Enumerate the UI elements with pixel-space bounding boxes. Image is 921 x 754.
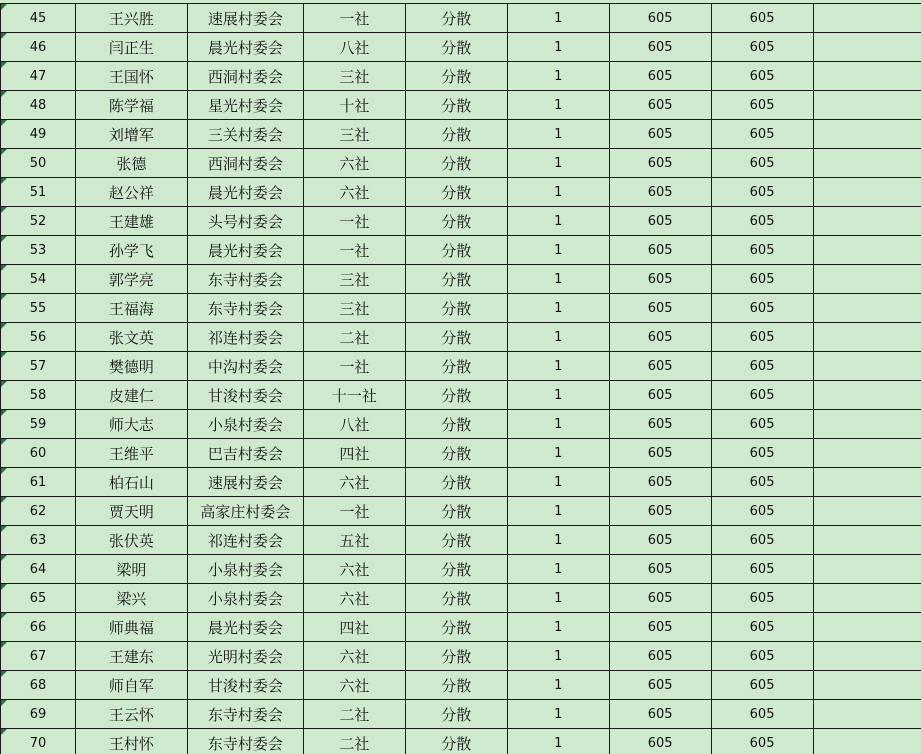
cell-standard[interactable]: 605 [609, 729, 711, 754]
cell-amount[interactable]: 605 [711, 555, 813, 584]
table-row [1, 323, 921, 352]
cell-amount[interactable]: 605 [711, 323, 813, 352]
cell-person-count[interactable]: 1 [507, 207, 609, 236]
cell-empty[interactable] [813, 613, 921, 642]
cell-person-count[interactable]: 1 [507, 439, 609, 468]
cell-number[interactable]: 48 [1, 91, 76, 120]
cell-group[interactable]: 五社 [303, 526, 405, 555]
cell-number[interactable]: 64 [1, 555, 76, 584]
cell-standard[interactable]: 605 [609, 323, 711, 352]
cell-group[interactable]: 三社 [303, 120, 405, 149]
table-row [1, 729, 921, 754]
cell-standard[interactable]: 605 [609, 120, 711, 149]
cell-group[interactable]: 一社 [303, 352, 405, 381]
cell-village[interactable]: 晨光村委会 [187, 236, 303, 265]
cell-village[interactable]: 中沟村委会 [187, 352, 303, 381]
cell-village[interactable]: 速展村委会 [187, 4, 303, 33]
cell-village[interactable]: 东寺村委会 [187, 700, 303, 729]
cell-number[interactable]: 63 [1, 526, 76, 555]
cell-amount[interactable]: 605 [711, 497, 813, 526]
cell-name[interactable]: 师大志 [75, 410, 187, 439]
cell-name[interactable]: 柏石山 [75, 468, 187, 497]
cell-name[interactable]: 陈学福 [75, 91, 187, 120]
cell-standard[interactable]: 605 [609, 207, 711, 236]
cell-amount[interactable]: 605 [711, 584, 813, 613]
cell-support-type[interactable]: 分散 [405, 33, 507, 62]
cell-standard[interactable]: 605 [609, 584, 711, 613]
table-row [1, 33, 921, 62]
cell-number[interactable]: 53 [1, 236, 76, 265]
cell-group[interactable]: 六社 [303, 671, 405, 700]
cell-person-count[interactable]: 1 [507, 323, 609, 352]
cell-group[interactable]: 八社 [303, 33, 405, 62]
cell-person-count[interactable]: 1 [507, 700, 609, 729]
table-row [1, 207, 921, 236]
cell-standard[interactable]: 605 [609, 294, 711, 323]
table-row [1, 294, 921, 323]
cell-group[interactable]: 六社 [303, 642, 405, 671]
cell-person-count[interactable]: 1 [507, 613, 609, 642]
cell-name[interactable]: 王兴胜 [75, 4, 187, 33]
cell-village[interactable]: 西洞村委会 [187, 62, 303, 91]
cell-empty[interactable] [813, 178, 921, 207]
table-row [1, 613, 921, 642]
table-row [1, 265, 921, 294]
cell-support-type[interactable]: 分散 [405, 671, 507, 700]
cell-group[interactable]: 十一社 [303, 381, 405, 410]
cell-amount[interactable]: 605 [711, 149, 813, 178]
cell-group[interactable]: 四社 [303, 439, 405, 468]
beneficiary-table [0, 3, 921, 754]
cell-group[interactable]: 二社 [303, 323, 405, 352]
cell-empty[interactable] [813, 671, 921, 700]
cell-number[interactable]: 47 [1, 62, 76, 91]
cell-name[interactable]: 梁兴 [75, 584, 187, 613]
cell-group[interactable]: 六社 [303, 149, 405, 178]
cell-standard[interactable]: 605 [609, 62, 711, 91]
cell-standard[interactable]: 605 [609, 236, 711, 265]
cell-number[interactable]: 62 [1, 497, 76, 526]
cell-village[interactable]: 甘浚村委会 [187, 671, 303, 700]
cell-name[interactable]: 郭学亮 [75, 265, 187, 294]
cell-support-type[interactable]: 分散 [405, 555, 507, 584]
cell-standard[interactable]: 605 [609, 33, 711, 62]
cell-amount[interactable]: 605 [711, 33, 813, 62]
cell-village[interactable]: 小泉村委会 [187, 584, 303, 613]
cell-person-count[interactable]: 1 [507, 729, 609, 754]
cell-standard[interactable]: 605 [609, 497, 711, 526]
cell-name[interactable]: 王建东 [75, 642, 187, 671]
cell-standard[interactable]: 605 [609, 178, 711, 207]
cell-empty[interactable] [813, 236, 921, 265]
cell-amount[interactable]: 605 [711, 91, 813, 120]
cell-name[interactable]: 王福海 [75, 294, 187, 323]
cell-support-type[interactable]: 分散 [405, 149, 507, 178]
cell-name[interactable]: 张德 [75, 149, 187, 178]
cell-amount[interactable]: 605 [711, 642, 813, 671]
cell-name[interactable]: 贾天明 [75, 497, 187, 526]
cell-amount[interactable]: 605 [711, 671, 813, 700]
cell-standard[interactable]: 605 [609, 642, 711, 671]
cell-number[interactable]: 56 [1, 323, 76, 352]
cell-amount[interactable]: 605 [711, 526, 813, 555]
cell-standard[interactable]: 605 [609, 613, 711, 642]
cell-name[interactable]: 张伏英 [75, 526, 187, 555]
cell-number[interactable]: 61 [1, 468, 76, 497]
cell-support-type[interactable]: 分散 [405, 700, 507, 729]
cell-amount[interactable]: 605 [711, 178, 813, 207]
cell-number[interactable]: 46 [1, 33, 76, 62]
cell-empty[interactable] [813, 584, 921, 613]
cell-group[interactable]: 八社 [303, 410, 405, 439]
cell-group[interactable]: 一社 [303, 4, 405, 33]
cell-name[interactable]: 张文英 [75, 323, 187, 352]
cell-standard[interactable]: 605 [609, 439, 711, 468]
cell-person-count[interactable]: 1 [507, 149, 609, 178]
cell-standard[interactable]: 605 [609, 265, 711, 294]
table-row [1, 62, 921, 91]
cell-amount[interactable]: 605 [711, 236, 813, 265]
cell-empty[interactable] [813, 497, 921, 526]
cell-amount[interactable]: 605 [711, 265, 813, 294]
cell-village[interactable]: 巴吉村委会 [187, 439, 303, 468]
cell-support-type[interactable]: 分散 [405, 497, 507, 526]
cell-number[interactable]: 66 [1, 613, 76, 642]
cell-group[interactable]: 六社 [303, 468, 405, 497]
cell-standard[interactable]: 605 [609, 4, 711, 33]
table-row [1, 555, 921, 584]
cell-empty[interactable] [813, 149, 921, 178]
cell-village[interactable]: 头号村委会 [187, 207, 303, 236]
cell-support-type[interactable]: 分散 [405, 4, 507, 33]
cell-group[interactable]: 一社 [303, 497, 405, 526]
cell-amount[interactable]: 605 [711, 468, 813, 497]
cell-village[interactable]: 速展村委会 [187, 468, 303, 497]
cell-standard[interactable]: 605 [609, 149, 711, 178]
cell-amount[interactable]: 605 [711, 729, 813, 754]
cell-village[interactable]: 星光村委会 [187, 91, 303, 120]
cell-empty[interactable] [813, 294, 921, 323]
cell-group[interactable]: 六社 [303, 555, 405, 584]
cell-number[interactable]: 57 [1, 352, 76, 381]
cell-group[interactable]: 三社 [303, 265, 405, 294]
cell-person-count[interactable]: 1 [507, 352, 609, 381]
cell-standard[interactable]: 605 [609, 526, 711, 555]
cell-number[interactable]: 70 [1, 729, 76, 754]
cell-group[interactable]: 一社 [303, 236, 405, 265]
cell-person-count[interactable]: 1 [507, 555, 609, 584]
cell-village[interactable]: 晨光村委会 [187, 178, 303, 207]
cell-name[interactable]: 师典福 [75, 613, 187, 642]
cell-village[interactable]: 晨光村委会 [187, 613, 303, 642]
cell-person-count[interactable]: 1 [507, 4, 609, 33]
cell-group[interactable]: 六社 [303, 584, 405, 613]
cell-empty[interactable] [813, 439, 921, 468]
cell-standard[interactable]: 605 [609, 352, 711, 381]
cell-support-type[interactable]: 分散 [405, 120, 507, 149]
cell-village[interactable]: 西洞村委会 [187, 149, 303, 178]
cell-support-type[interactable]: 分散 [405, 236, 507, 265]
cell-amount[interactable]: 605 [711, 62, 813, 91]
cell-name[interactable]: 王维平 [75, 439, 187, 468]
cell-amount[interactable]: 605 [711, 120, 813, 149]
cell-number[interactable]: 67 [1, 642, 76, 671]
cell-empty[interactable] [813, 207, 921, 236]
cell-support-type[interactable]: 分散 [405, 729, 507, 754]
cell-name[interactable]: 樊德明 [75, 352, 187, 381]
cell-standard[interactable]: 605 [609, 410, 711, 439]
cell-group[interactable]: 三社 [303, 294, 405, 323]
cell-group[interactable]: 一社 [303, 207, 405, 236]
cell-number[interactable]: 65 [1, 584, 76, 613]
cell-standard[interactable]: 605 [609, 381, 711, 410]
cell-support-type[interactable]: 分散 [405, 207, 507, 236]
cell-name[interactable]: 赵公祥 [75, 178, 187, 207]
cell-village[interactable]: 小泉村委会 [187, 555, 303, 584]
cell-person-count[interactable]: 1 [507, 178, 609, 207]
cell-number[interactable]: 69 [1, 700, 76, 729]
cell-number[interactable]: 59 [1, 410, 76, 439]
cell-empty[interactable] [813, 352, 921, 381]
cell-support-type[interactable]: 分散 [405, 642, 507, 671]
cell-support-type[interactable]: 分散 [405, 178, 507, 207]
cell-amount[interactable]: 605 [711, 207, 813, 236]
cell-number[interactable]: 58 [1, 381, 76, 410]
table-row [1, 671, 921, 700]
cell-person-count[interactable]: 1 [507, 381, 609, 410]
cell-name[interactable]: 王建雄 [75, 207, 187, 236]
cell-number[interactable]: 55 [1, 294, 76, 323]
cell-amount[interactable]: 605 [711, 352, 813, 381]
cell-person-count[interactable]: 1 [507, 410, 609, 439]
table-row [1, 352, 921, 381]
cell-number[interactable]: 49 [1, 120, 76, 149]
cell-group[interactable]: 二社 [303, 729, 405, 754]
cell-person-count[interactable]: 1 [507, 294, 609, 323]
cell-name[interactable]: 刘增军 [75, 120, 187, 149]
cell-name[interactable]: 梁明 [75, 555, 187, 584]
table-row [1, 149, 921, 178]
cell-village[interactable]: 小泉村委会 [187, 410, 303, 439]
cell-amount[interactable]: 605 [711, 381, 813, 410]
cell-person-count[interactable]: 1 [507, 33, 609, 62]
table-row [1, 439, 921, 468]
cell-amount[interactable]: 605 [711, 439, 813, 468]
cell-name[interactable]: 孙学飞 [75, 236, 187, 265]
cell-support-type[interactable]: 分散 [405, 468, 507, 497]
table-row [1, 468, 921, 497]
table-row [1, 178, 921, 207]
cell-number[interactable]: 60 [1, 439, 76, 468]
cell-person-count[interactable]: 1 [507, 91, 609, 120]
table-row [1, 584, 921, 613]
table-row [1, 236, 921, 265]
cell-standard[interactable]: 605 [609, 555, 711, 584]
cell-person-count[interactable]: 1 [507, 120, 609, 149]
cell-person-count[interactable]: 1 [507, 642, 609, 671]
cell-village[interactable]: 甘浚村委会 [187, 381, 303, 410]
cell-person-count[interactable]: 1 [507, 236, 609, 265]
cell-village[interactable]: 光明村委会 [187, 642, 303, 671]
table-row [1, 381, 921, 410]
cell-name[interactable]: 王国怀 [75, 62, 187, 91]
cell-empty[interactable] [813, 410, 921, 439]
cell-empty[interactable] [813, 381, 921, 410]
cell-village[interactable]: 三关村委会 [187, 120, 303, 149]
cell-number[interactable]: 54 [1, 265, 76, 294]
cell-village[interactable]: 祁连村委会 [187, 526, 303, 555]
cell-group[interactable]: 六社 [303, 178, 405, 207]
cell-amount[interactable]: 605 [711, 4, 813, 33]
cell-village[interactable]: 晨光村委会 [187, 33, 303, 62]
cell-village[interactable]: 祁连村委会 [187, 323, 303, 352]
table-row [1, 700, 921, 729]
cell-village[interactable]: 高家庄村委会 [187, 497, 303, 526]
cell-empty[interactable] [813, 468, 921, 497]
cell-number[interactable]: 50 [1, 149, 76, 178]
cell-standard[interactable]: 605 [609, 671, 711, 700]
cell-name[interactable]: 师自军 [75, 671, 187, 700]
cell-empty[interactable] [813, 642, 921, 671]
cell-group[interactable]: 十社 [303, 91, 405, 120]
cell-empty[interactable] [813, 4, 921, 33]
cell-empty[interactable] [813, 120, 921, 149]
cell-number[interactable]: 45 [1, 4, 76, 33]
cell-village[interactable]: 东寺村委会 [187, 294, 303, 323]
cell-empty[interactable] [813, 33, 921, 62]
table-row [1, 410, 921, 439]
cell-name[interactable]: 王云怀 [75, 700, 187, 729]
cell-number[interactable]: 52 [1, 207, 76, 236]
cell-empty[interactable] [813, 729, 921, 754]
cell-name[interactable]: 皮建仁 [75, 381, 187, 410]
cell-group[interactable]: 四社 [303, 613, 405, 642]
table-row [1, 91, 921, 120]
cell-village[interactable]: 东寺村委会 [187, 265, 303, 294]
cell-amount[interactable]: 605 [711, 410, 813, 439]
cell-person-count[interactable]: 1 [507, 468, 609, 497]
cell-number[interactable]: 68 [1, 671, 76, 700]
cell-empty[interactable] [813, 700, 921, 729]
cell-support-type[interactable]: 分散 [405, 62, 507, 91]
table-row [1, 497, 921, 526]
cell-standard[interactable]: 605 [609, 91, 711, 120]
cell-empty[interactable] [813, 323, 921, 352]
table-row [1, 4, 921, 33]
cell-amount[interactable]: 605 [711, 294, 813, 323]
cell-empty[interactable] [813, 62, 921, 91]
cell-person-count[interactable]: 1 [507, 671, 609, 700]
cell-name[interactable]: 王村怀 [75, 729, 187, 754]
cell-support-type[interactable]: 分散 [405, 294, 507, 323]
cell-support-type[interactable]: 分散 [405, 439, 507, 468]
cell-support-type[interactable]: 分散 [405, 526, 507, 555]
cell-support-type[interactable]: 分散 [405, 584, 507, 613]
cell-empty[interactable] [813, 526, 921, 555]
cell-empty[interactable] [813, 555, 921, 584]
cell-support-type[interactable]: 分散 [405, 410, 507, 439]
table-body [1, 4, 921, 754]
cell-number[interactable]: 51 [1, 178, 76, 207]
cell-support-type[interactable]: 分散 [405, 265, 507, 294]
cell-standard[interactable]: 605 [609, 700, 711, 729]
cell-person-count[interactable]: 1 [507, 265, 609, 294]
cell-person-count[interactable]: 1 [507, 584, 609, 613]
cell-support-type[interactable]: 分散 [405, 352, 507, 381]
cell-support-type[interactable]: 分散 [405, 613, 507, 642]
cell-group[interactable]: 三社 [303, 62, 405, 91]
cell-person-count[interactable]: 1 [507, 497, 609, 526]
cell-standard[interactable]: 605 [609, 468, 711, 497]
cell-person-count[interactable]: 1 [507, 526, 609, 555]
cell-amount[interactable]: 605 [711, 700, 813, 729]
cell-support-type[interactable]: 分散 [405, 323, 507, 352]
cell-support-type[interactable]: 分散 [405, 91, 507, 120]
cell-name[interactable]: 闫正生 [75, 33, 187, 62]
table-row [1, 642, 921, 671]
cell-group[interactable]: 二社 [303, 700, 405, 729]
cell-village[interactable]: 东寺村委会 [187, 729, 303, 754]
table-row [1, 526, 921, 555]
cell-empty[interactable] [813, 91, 921, 120]
cell-support-type[interactable]: 分散 [405, 381, 507, 410]
cell-person-count[interactable]: 1 [507, 62, 609, 91]
cell-empty[interactable] [813, 265, 921, 294]
cell-amount[interactable]: 605 [711, 613, 813, 642]
table-row [1, 120, 921, 149]
